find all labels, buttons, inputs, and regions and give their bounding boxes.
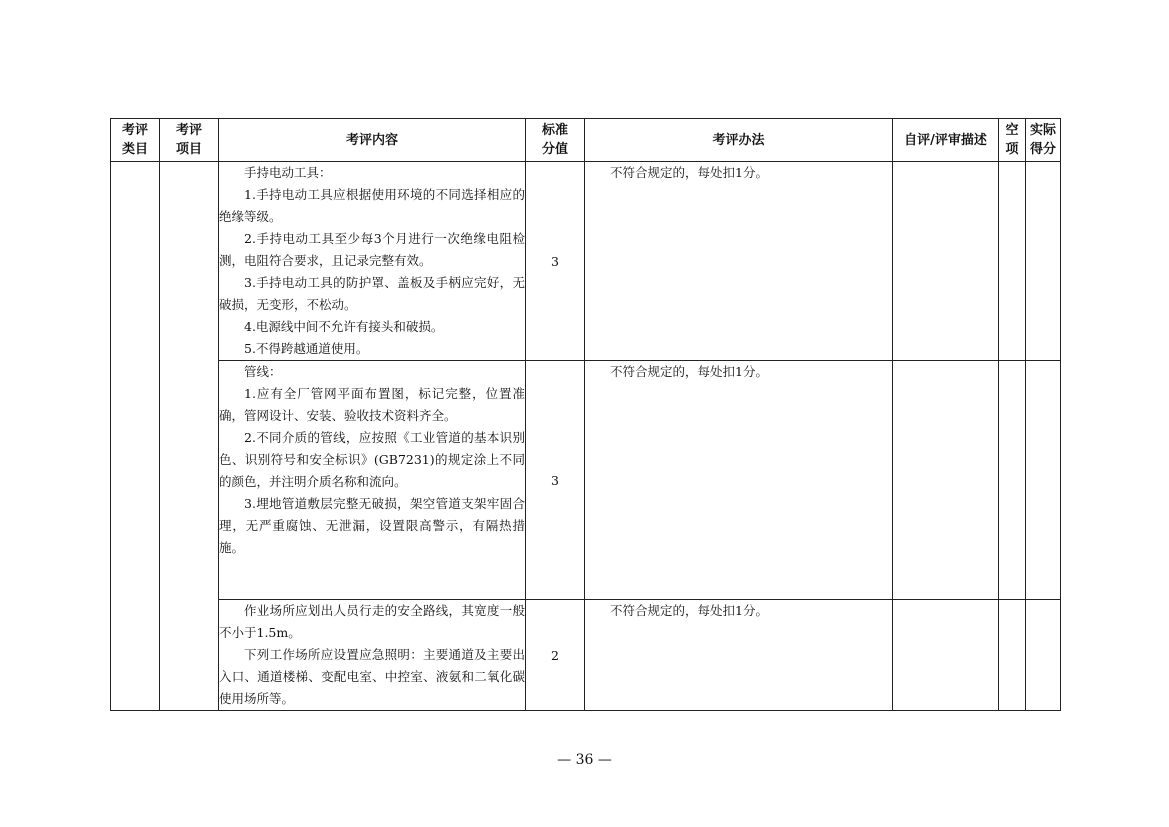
empty-cell bbox=[999, 361, 1026, 600]
method-cell: 不符合规定的，每处扣1分。 bbox=[585, 162, 893, 361]
score-cell: 2 bbox=[526, 600, 585, 711]
table-row bbox=[111, 600, 1061, 711]
header-self-eval: 自评/评审描述 bbox=[893, 119, 999, 162]
content-line: 作业场所应划出人员行走的安全路线，其宽度一般不小于1.5m。 bbox=[219, 603, 525, 640]
page-number: — 36 — bbox=[557, 752, 612, 768]
content-line: 手持电动工具： bbox=[244, 165, 332, 180]
method-cell: 不符合规定的，每处扣1分。 bbox=[585, 600, 893, 711]
content-cell bbox=[219, 600, 526, 711]
header-score: 标准 分值 bbox=[526, 119, 585, 162]
evaluation-table bbox=[110, 118, 1061, 711]
content-line: 2.手持电动工具至少每3个月进行一次绝缘电阻检测，电阻符合要求，且记录完整有效。 bbox=[219, 231, 525, 268]
actual-score-cell bbox=[1026, 162, 1061, 361]
content-line: 3.手持电动工具的防护罩、盖板及手柄应完好，无破损，无变形，不松动。 bbox=[219, 275, 525, 312]
content-line: 下列工作场所应设置应急照明：主要通道及主要出入口、通道楼梯、变配电室、中控室、液氨和二氧化碳使用场所等。 bbox=[219, 647, 525, 706]
category-cell bbox=[111, 162, 160, 711]
self-eval-cell bbox=[893, 162, 999, 361]
header-item: 考评 项目 bbox=[160, 119, 219, 162]
score-cell: 3 bbox=[526, 162, 585, 361]
table-row bbox=[111, 361, 1061, 600]
content-cell bbox=[219, 361, 526, 600]
content-line: 1.应有全厂管网平面布置图，标记完整，位置准确，管网设计、安装、验收技术资料齐全。 bbox=[219, 386, 525, 423]
score-cell: 3 bbox=[526, 361, 585, 600]
self-eval-cell bbox=[893, 361, 999, 600]
content-line: 5.不得跨越通道使用。 bbox=[244, 341, 369, 356]
empty-cell bbox=[999, 600, 1026, 711]
content-line: 4.电源线中间不允许有接头和破损。 bbox=[244, 319, 444, 334]
header-empty: 空 项 bbox=[999, 119, 1026, 162]
actual-score-cell bbox=[1026, 600, 1061, 711]
header-content: 考评内容 bbox=[219, 119, 526, 162]
self-eval-cell bbox=[893, 600, 999, 711]
table-row bbox=[111, 162, 1061, 361]
header-row bbox=[111, 119, 1061, 162]
actual-score-cell bbox=[1026, 361, 1061, 600]
method-cell: 不符合规定的，每处扣1分。 bbox=[585, 361, 893, 600]
content-line: 3.埋地管道敷层完整无破损，架空管道支架牢固合理，无严重腐蚀、无泄漏，设置限高警示，有隔热措施。 bbox=[219, 496, 525, 555]
content-line: 2.不同介质的管线，应按照《工业管道的基本识别色、识别符号和安全标识》(GB7231)的规定涂上不同的颜色，并注明介质名称和流向。 bbox=[219, 430, 525, 489]
header-actual: 实际 得分 bbox=[1026, 119, 1061, 162]
item-cell bbox=[160, 162, 219, 711]
empty-cell bbox=[999, 162, 1026, 361]
content-cell bbox=[219, 162, 526, 361]
content-line: 管线： bbox=[244, 364, 282, 379]
header-category: 考评 类目 bbox=[111, 119, 160, 162]
header-method: 考评办法 bbox=[585, 119, 893, 162]
content-line: 1.手持电动工具应根据使用环境的不同选择相应的绝缘等级。 bbox=[219, 187, 525, 224]
